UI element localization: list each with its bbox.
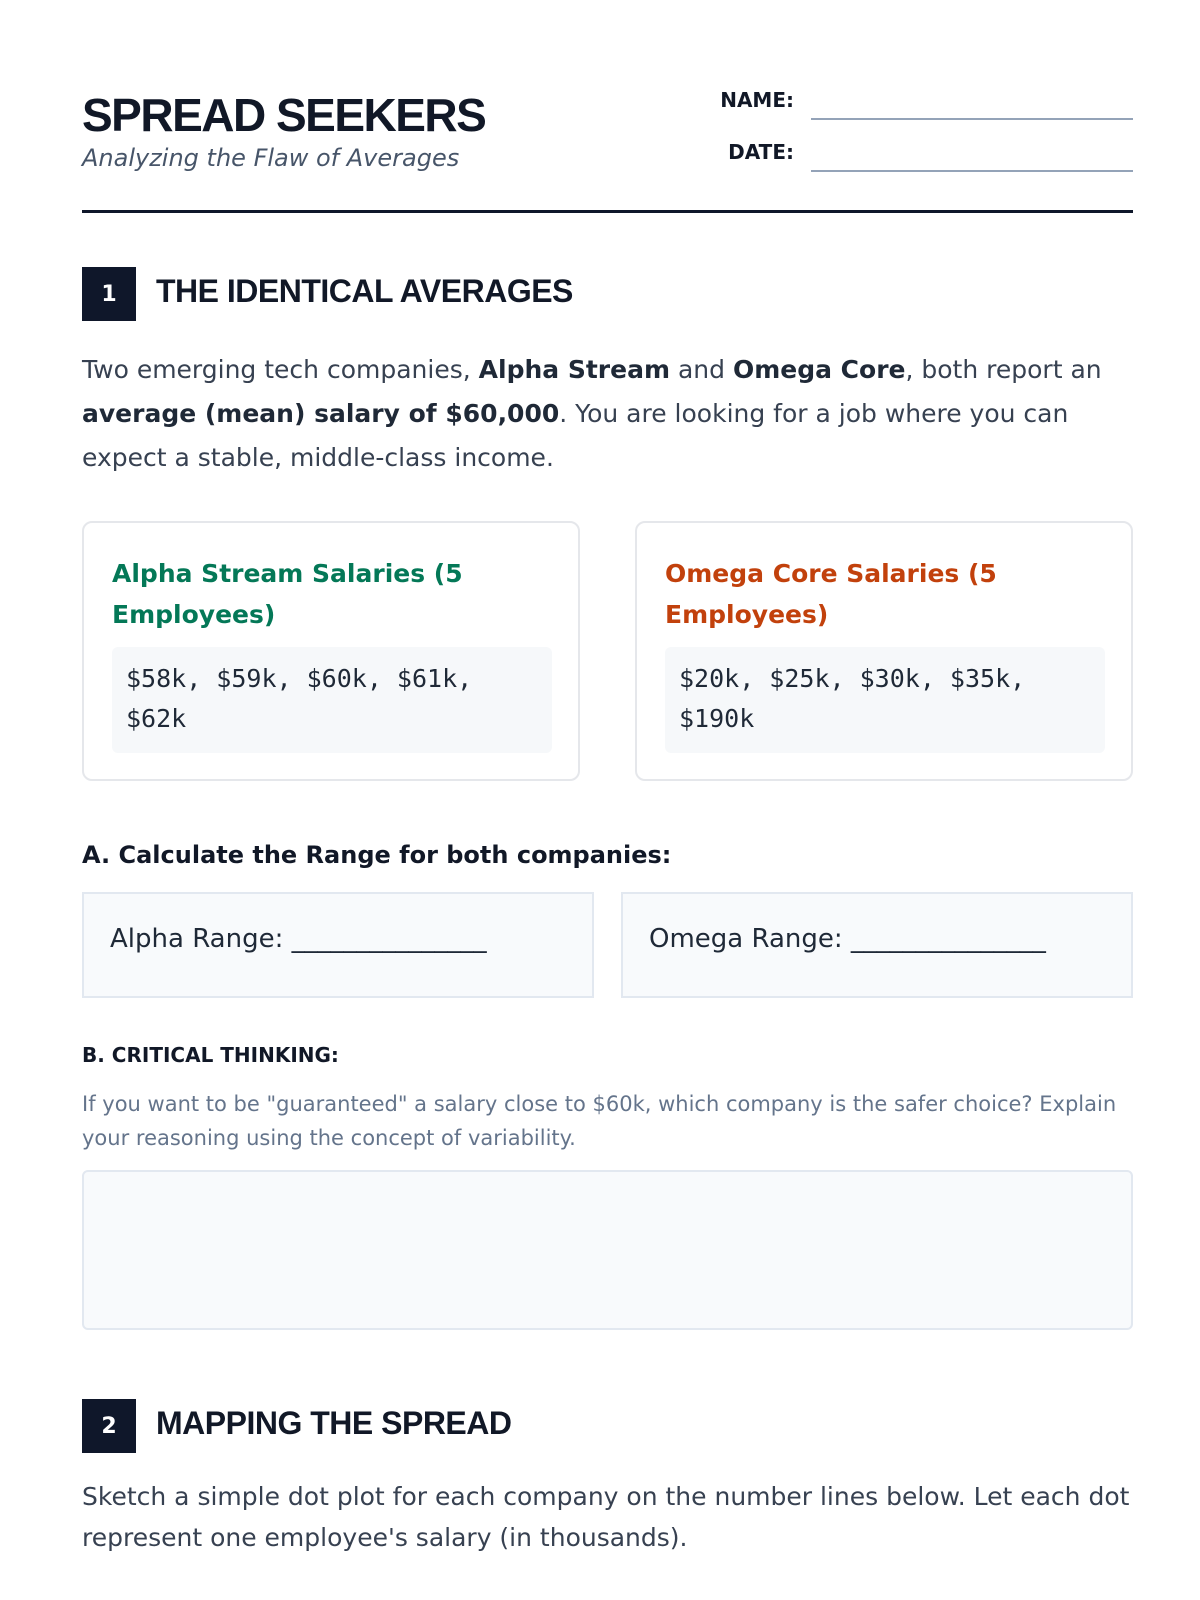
question-b-label: B. CRITICAL THINKING: (82, 1043, 339, 1067)
question-a-label: A. Calculate the Range for both companies: (82, 841, 672, 869)
omega-salary-values: $20k, $25k, $30k, $35k, $190k (665, 647, 1105, 753)
header-divider (82, 210, 1133, 213)
name-field[interactable] (811, 118, 1133, 120)
alpha-salaries-card (82, 521, 580, 781)
omega-range-box[interactable] (621, 892, 1133, 998)
date-label: DATE: (728, 140, 794, 164)
date-field[interactable] (811, 170, 1133, 172)
section2-instructions: Sketch a simple dot plot for each company on the number lines below. Let each dot represent one employee's salary (in thousands). (82, 1482, 1130, 1552)
section-title: THE IDENTICAL AVERAGES (156, 273, 573, 309)
section-number-badge: 1 (82, 267, 136, 321)
alpha-card-title: Alpha Stream Salaries (5 Employees) (112, 559, 463, 629)
company-a-name: Alpha Stream (478, 355, 671, 384)
question-b-prompt: If you want to be "guaranteed" a salary close to $60k, which company is the safer choice? Explain your reasoning using the concept of variability. (82, 1092, 1117, 1150)
worksheet-header (82, 82, 1133, 212)
worksheet-title: SPREAD SEEKERS (82, 89, 486, 141)
omega-salaries-card (635, 521, 1133, 781)
alpha-range-box[interactable] (82, 892, 594, 998)
company-b-name: Omega Core (732, 355, 906, 384)
section-number-badge-2: 2 (82, 1399, 136, 1453)
omega-range-field[interactable]: Omega Range: _______________ (649, 924, 1046, 954)
alpha-salary-values: $58k, $59k, $60k, $61k, $62k (112, 647, 552, 753)
worksheet-subtitle: Analyzing the Flaw of Averages (82, 144, 460, 172)
section-title-2: MAPPING THE SPREAD (156, 1405, 512, 1441)
alpha-range-field[interactable]: Alpha Range: _______________ (110, 924, 487, 954)
intro-paragraph: Two emerging tech companies, Alpha Stream and Omega Core, both report an average (mean) salary of $60,000. You are looking for a job where you can expect a stable, middle-class income. (82, 355, 1102, 472)
reasoning-answer-box[interactable] (82, 1170, 1133, 1330)
name-label: NAME: (720, 88, 794, 112)
average-salary: average (mean) salary of $60,000 (82, 399, 560, 428)
omega-card-title: Omega Core Salaries (5 Employees) (665, 559, 997, 629)
